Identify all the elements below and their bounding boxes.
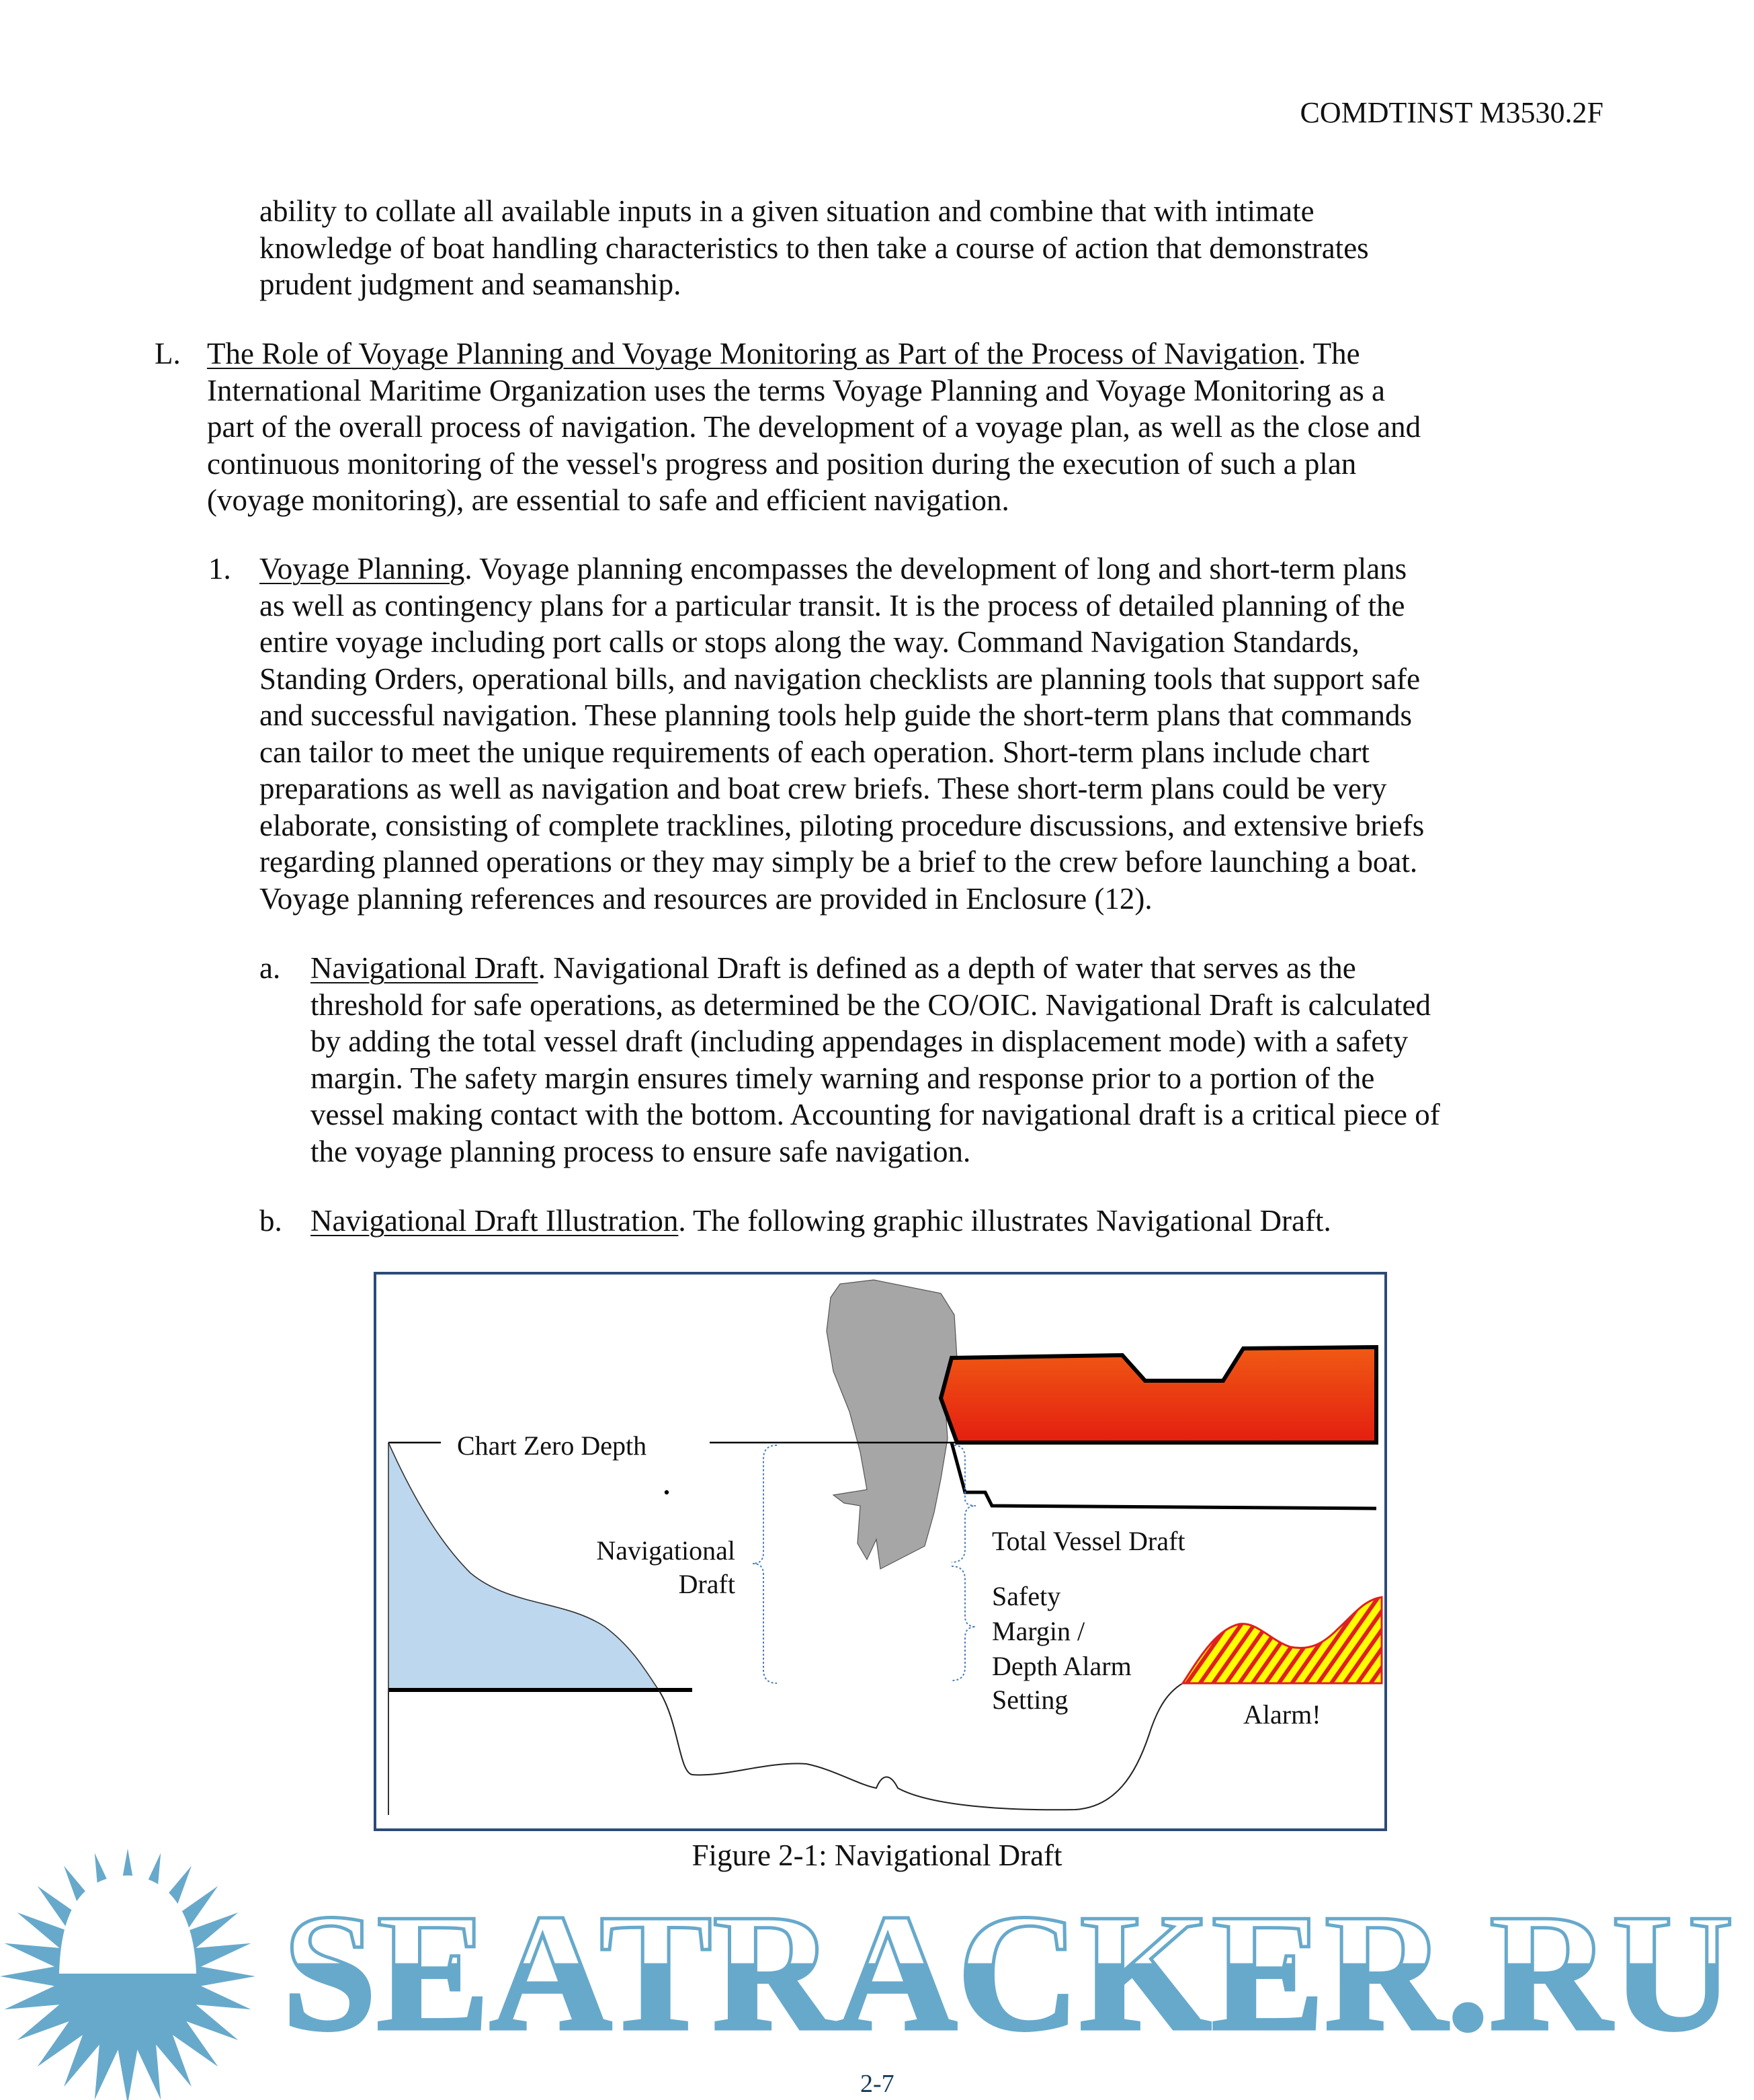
item-heading: Navigational Draft Illustration xyxy=(310,1204,679,1238)
text-line: prudent judgment and seamanship. xyxy=(259,268,681,301)
text-line: . The xyxy=(1298,337,1360,370)
intro-paragraph xyxy=(259,193,1369,303)
text-line: preparations as well as navigation and boat crew briefs. These short-term plans could be very xyxy=(259,772,1387,805)
text-line: knowledge of boat handling characteristics to then take a course of action that demonstrates xyxy=(259,231,1369,265)
watermark xyxy=(0,1842,1754,2100)
text-line: Voyage planning references and resources are provided in Enclosure (12). xyxy=(259,881,1153,916)
navigational-draft-figure xyxy=(374,1272,1387,1831)
text-line: part of the overall process of navigation. The development of a voyage plan, as well as the close and xyxy=(207,410,1421,444)
item-1-paragraph xyxy=(259,551,1424,917)
total-vessel-draft-label: Total Vessel Draft xyxy=(992,1526,1185,1556)
text-line: elaborate, consisting of complete tracklines, piloting procedure discussions, and extensive briefs xyxy=(259,808,1425,842)
dot-mark xyxy=(665,1490,669,1494)
figure-caption: Figure 2-1: Navigational Draft xyxy=(692,1839,1062,1872)
text-line: . Navigational Draft is defined as a depth of water that serves as the xyxy=(538,951,1356,985)
safety-margin-label: Margin / xyxy=(992,1616,1085,1646)
item-heading: Voyage Planning xyxy=(259,552,465,585)
text-line: by adding the total vessel draft (including appendages in displacement mode) with a safety xyxy=(310,1024,1409,1058)
text-line: International Maritime Organization uses the terms Voyage Planning and Voyage Monitoring as a xyxy=(207,373,1386,407)
text-line: and successful navigation. These planning tools help guide the short-term plans that commands xyxy=(259,698,1413,732)
item-a-paragraph xyxy=(310,950,1440,1170)
safety-margin-label: Depth Alarm xyxy=(992,1651,1132,1681)
text-line: . Voyage planning encompasses the development of long and short-term plans xyxy=(464,552,1407,585)
item-marker: b. xyxy=(259,1204,282,1238)
item-heading: Navigational Draft xyxy=(310,951,538,985)
safety-margin-label: Setting xyxy=(992,1685,1069,1715)
text-line: entire voyage including port calls or stops along the way. Command Navigation Standards, xyxy=(259,625,1360,659)
safety-margin-label: Safety xyxy=(992,1581,1061,1611)
chart-zero-depth-label: Chart Zero Depth xyxy=(457,1430,647,1461)
watermark-text: SEATRACKER.RU xyxy=(282,1880,1734,2066)
text-line: (voyage monitoring), are essential to safe and efficient navigation. xyxy=(207,483,1009,517)
section-l-paragraph xyxy=(207,335,1421,519)
document-id: COMDTINST M3530.2F xyxy=(1300,96,1603,129)
text-line: vessel making contact with the bottom. Accounting for navigational draft is a critical piece of xyxy=(310,1098,1440,1131)
page-number: 2-7 xyxy=(860,2070,894,2098)
item-marker: 1. xyxy=(208,552,231,585)
text-line: . The following graphic illustrates Navigational Draft. xyxy=(678,1204,1331,1238)
text-line: Standing Orders, operational bills, and navigation checklists are planning tools that support safe xyxy=(259,661,1421,696)
section-heading: The Role of Voyage Planning and Voyage Monitoring as Part of the Process of Navigation xyxy=(207,337,1298,370)
text-line: threshold for safe operations, as determined be the CO/OIC. Navigational Draft is calculated xyxy=(310,987,1431,1022)
text-line: can tailor to meet the unique requirements of each operation. Short-term plans include chart xyxy=(259,735,1370,769)
text-line: as well as contingency plans for a particular transit. It is the process of detailed planning of the xyxy=(259,588,1405,622)
text-line: margin. The safety margin ensures timely warning and response prior to a portion of the xyxy=(310,1061,1375,1095)
item-b-paragraph xyxy=(310,1203,1331,1240)
sun-logo-icon xyxy=(0,1849,255,2100)
alarm-label: Alarm! xyxy=(1243,1699,1321,1730)
nav-draft-label: Navigational xyxy=(596,1535,735,1566)
text-line: regarding planned operations or they may simply be a brief to the crew before launching a boat. xyxy=(259,845,1418,879)
item-marker: a. xyxy=(259,951,281,985)
text-line: ability to collate all available inputs in a given situation and combine that with intimate xyxy=(259,194,1314,228)
text-line: continuous monitoring of the vessel's progress and position during the execution of such a plan xyxy=(207,446,1357,481)
nav-draft-label: Draft xyxy=(678,1569,735,1599)
section-marker: L. xyxy=(155,337,181,370)
text-line: the voyage planning process to ensure safe navigation. xyxy=(310,1134,971,1168)
